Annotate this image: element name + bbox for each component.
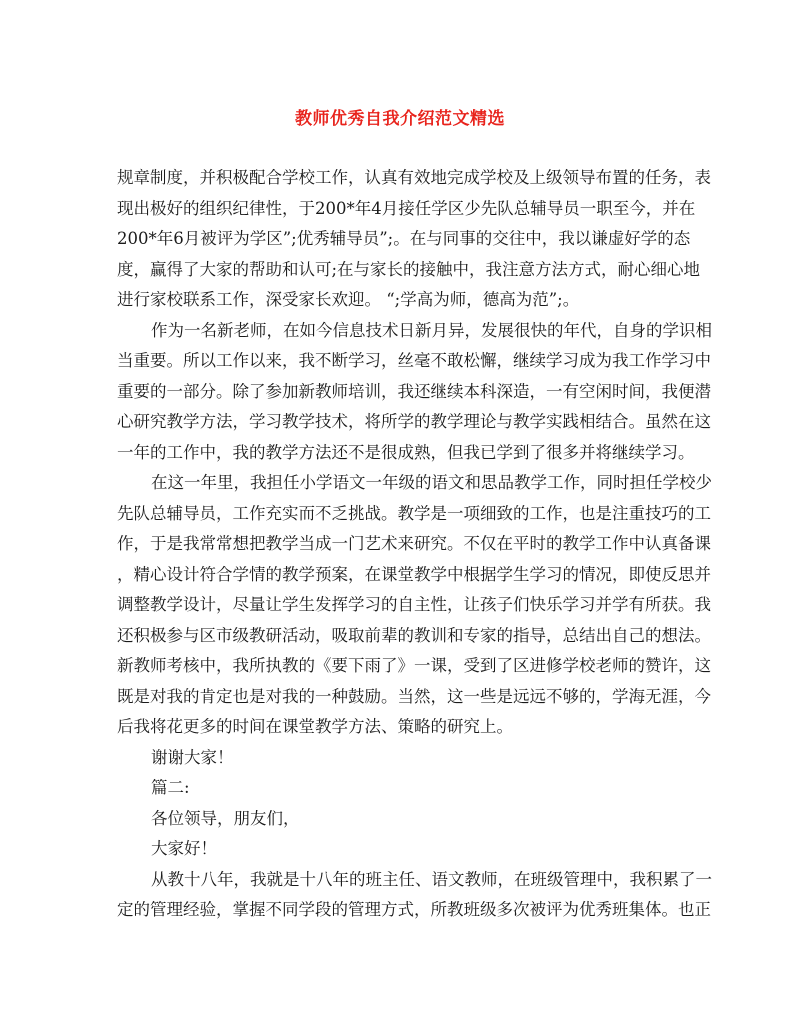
paragraph-2-line-5: 一年的工作中，我的教学方法还不是很成熟，但我已学到了很多并将继续学习。 <box>117 442 695 462</box>
paragraph-3-line-7: 新教师考核中，我所执教的《要下雨了》一课，受到了区进修学校老师的赞许，这 <box>117 656 711 675</box>
paragraph-3-line-2: 先队总辅导员，工作充实而不乏挑战。教学是一项细致的工作，也是注重技巧的工 <box>117 503 711 523</box>
paragraph-3-line-8: 既是对我的肯定也是对我的一种鼓励。当然，这一些是远远不够的，学海无涯，今 <box>117 686 711 706</box>
document-body <box>117 163 712 926</box>
paragraph-3-line-5: 调整教学设计，尽量让学生发挥学习的自主性，让孩子们快乐学习并学有所获。我 <box>117 595 711 614</box>
paragraph-1-line-2: 现出极好的组织纪律性，于200*年4月接任学区少先队总辅导员一职至今，并在 <box>117 198 696 218</box>
document-title: 教师优秀自我介绍范文精选 <box>295 109 505 129</box>
thanks-line: 谢谢大家！ <box>151 747 234 767</box>
paragraph-1-line-3: 200*年6月被评为学区”;优秀辅导员”;。在与同事的交往中，我以谦虚好学的态 <box>117 229 691 248</box>
paragraph-1-line-1: 规章制度，并积极配合学校工作，认真有效地完成学校及上级领导布置的任务，表 <box>117 168 711 187</box>
greeting-leaders-friends: 各位领导，朋友们， <box>151 808 300 828</box>
paragraph-3-line-3: 作，于是我常常想把教学当成一门艺术来研究。不仅在平时的教学工作中认真备课 <box>117 534 711 553</box>
paragraph-2-line-2: 当重要。所以工作以来，我不断学习，丝毫不敢松懈，继续学习成为我工作学习中 <box>117 351 711 370</box>
paragraph-3-line-6: 还积极参与区市级教研活动，吸取前辈的教训和专家的指导，总结出自己的想法。 <box>117 625 711 645</box>
paragraph-3-line-1: 在这一年里，我担任小学语文一年级的语文和思品教学工作，同时担任学校少 <box>151 473 712 492</box>
paragraph-2-line-4: 心研究教学方法，学习教学技术，将所学的教学理论与教学实践相结合。虽然在这 <box>117 412 711 431</box>
paragraph-1-line-4: 度，赢得了大家的帮助和认可;在与家长的接触中，我注意方法方式，耐心细心地 <box>117 259 701 279</box>
paragraph-1-line-5: 进行家校联系工作，深受家长欢迎。 “;学高为师，德高为范”;。 <box>117 290 580 309</box>
paragraph-3-line-9: 后我将花更多的时间在课堂教学方法、策略的研究上。 <box>117 717 513 736</box>
paragraph-2-line-3: 重要的一部分。除了参加新教师培训，我还继续本科深造，一有空闲时间，我便潜 <box>117 381 711 401</box>
greeting-hello-everyone: 大家好！ <box>151 839 217 858</box>
paragraph-2-line-1: 作为一名新老师，在如今信息技术日新月异，发展很快的年代，自身的学识相 <box>151 320 712 340</box>
paragraph-3-line-4: ，精心设计符合学情的教学预案，在课堂教学中根据学生学习的情况，即使反思并 <box>117 564 711 584</box>
paragraph-8-line-2: 定的管理经验，掌握不同学段的管理方式，所教班级多次被评为优秀班集体。也正 <box>117 900 711 919</box>
paragraph-8-line-1: 从教十八年，我就是十八年的班主任、语文教师，在班级管理中，我积累了一 <box>151 869 712 889</box>
section-heading-part-two: 篇二: <box>151 778 190 797</box>
